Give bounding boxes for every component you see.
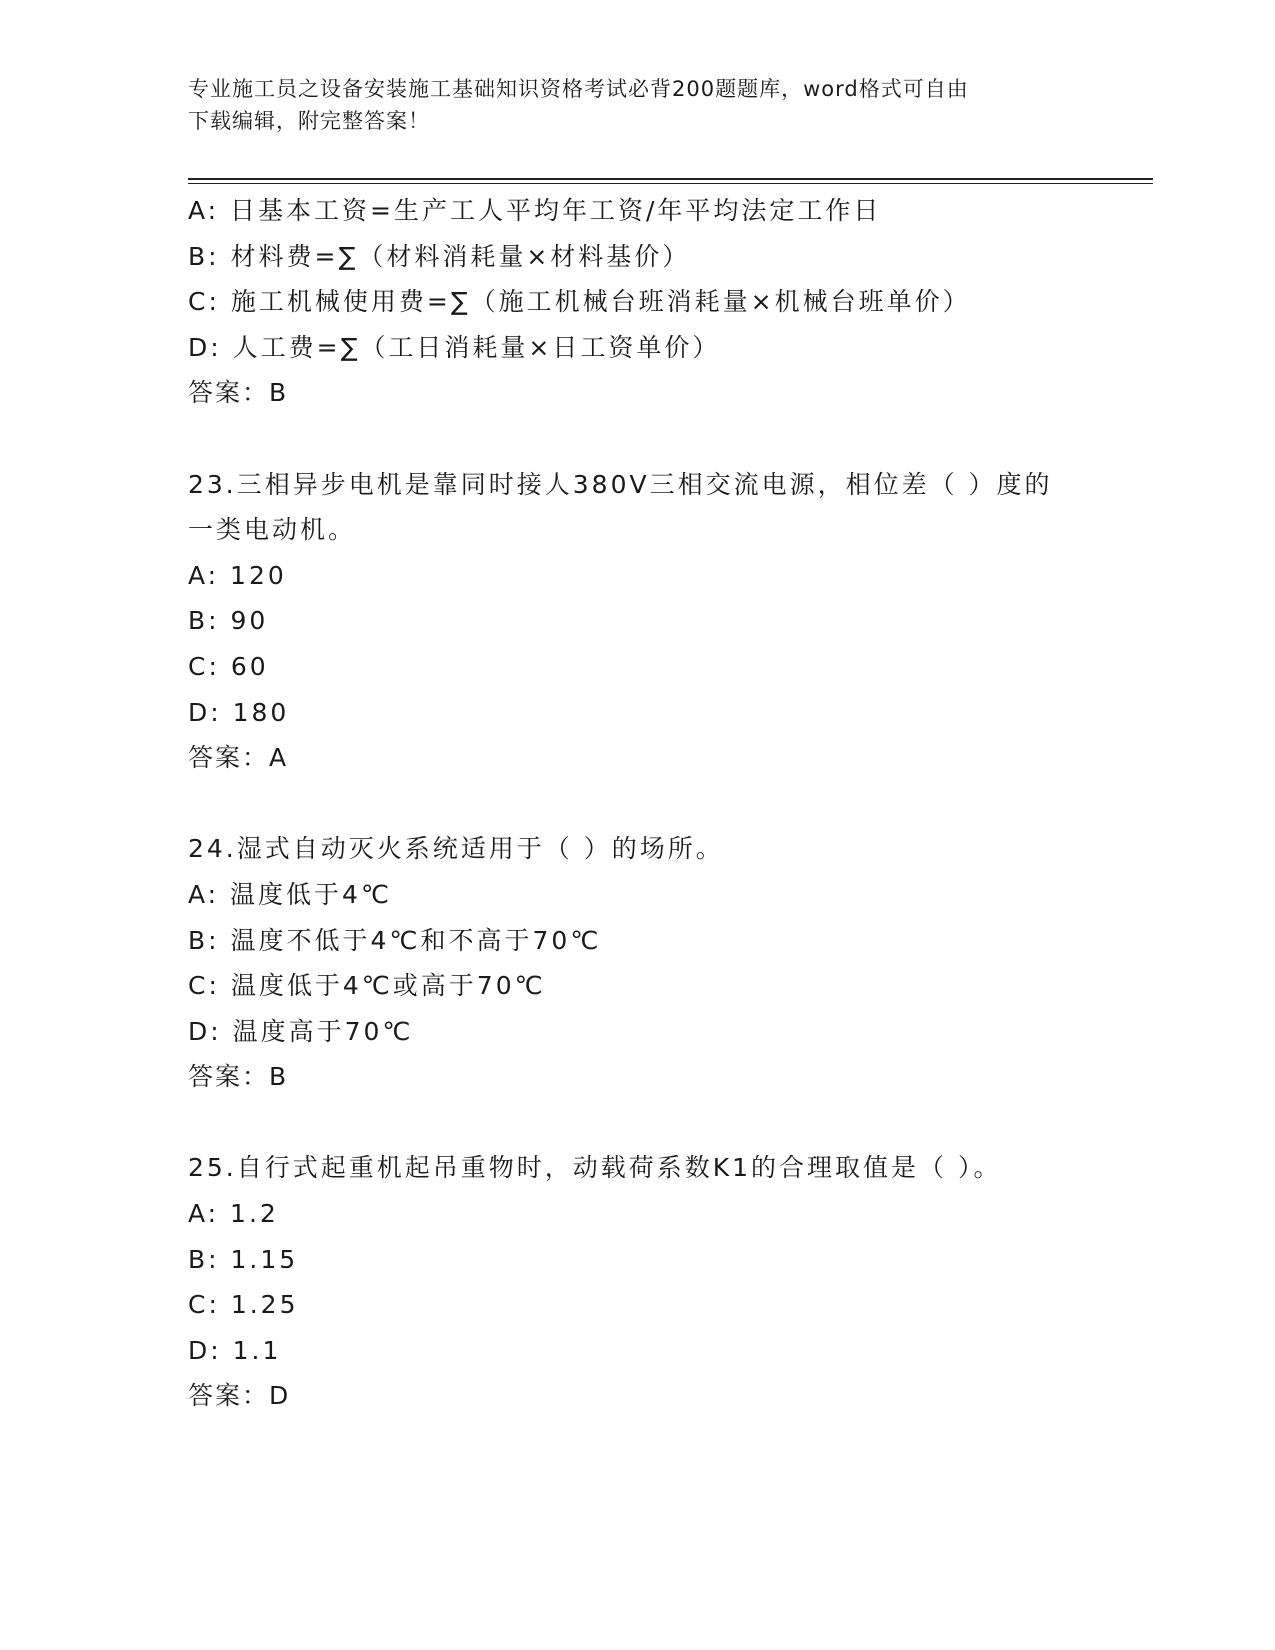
option-d: D: 人工费=∑（工日消耗量×日工资单价） — [188, 332, 721, 362]
option-b: B: 温度不低于4℃和不高于70℃ — [188, 925, 602, 955]
question-text-line-1: 25.自行式起重机起吊重物时，动载荷系数K1的合理取值是（ ）。 — [188, 1153, 1002, 1183]
option-b: B: 材料费=∑（材料消耗量×材料基价） — [188, 241, 691, 271]
question-24-block — [188, 826, 1108, 1100]
question-23-block — [188, 462, 1108, 781]
option-a: A: 日基本工资=生产工人平均年工资/年平均法定工作日 — [188, 196, 882, 225]
question-text-line-1: 24.湿式自动灭火系统适用于（ ）的场所。 — [188, 834, 724, 864]
header-divider-thin — [188, 183, 1153, 184]
partial-question-block — [188, 188, 1108, 416]
option-c: C: 1.25 — [188, 1290, 299, 1320]
option-d: D: 180 — [188, 697, 290, 727]
header-line-1: 专业施工员之设备安装施工基础知识资格考试必背200题题库，word格式可自由 — [188, 77, 969, 101]
header-divider-thick — [188, 178, 1153, 180]
option-d: D: 温度高于70℃ — [188, 1016, 414, 1046]
option-a: A: 120 — [188, 560, 287, 590]
spacer — [188, 416, 1108, 462]
answer-line: 答案：A — [188, 743, 289, 773]
question-text-line-1: 23.三相异步电机是靠同时接人380V三相交流电源，相位差（ ）度的 — [188, 469, 1053, 499]
option-c: C: 60 — [188, 651, 269, 681]
option-a: A: 1.2 — [188, 1199, 279, 1229]
answer-line: 答案：B — [188, 378, 289, 408]
answer-line: 答案：B — [188, 1062, 289, 1092]
answer-line: 答案：D — [188, 1381, 291, 1411]
option-a: A: 温度低于4℃ — [188, 879, 393, 909]
question-content — [188, 188, 1108, 1419]
option-b: B: 1.15 — [188, 1244, 299, 1274]
document-header — [188, 73, 1068, 137]
question-25-block — [188, 1145, 1108, 1419]
spacer — [188, 1100, 1108, 1146]
option-c: C: 温度低于4℃或高于70℃ — [188, 971, 546, 1001]
header-line-2: 下载编辑，附完整答案！ — [188, 109, 430, 133]
spacer — [188, 781, 1108, 827]
question-text-line-2: 一类电动机。 — [188, 515, 357, 545]
option-c: C: 施工机械使用费=∑（施工机械台班消耗量×机械台班单价） — [188, 287, 971, 317]
option-d: D: 1.1 — [188, 1335, 282, 1365]
option-b: B: 90 — [188, 606, 269, 636]
